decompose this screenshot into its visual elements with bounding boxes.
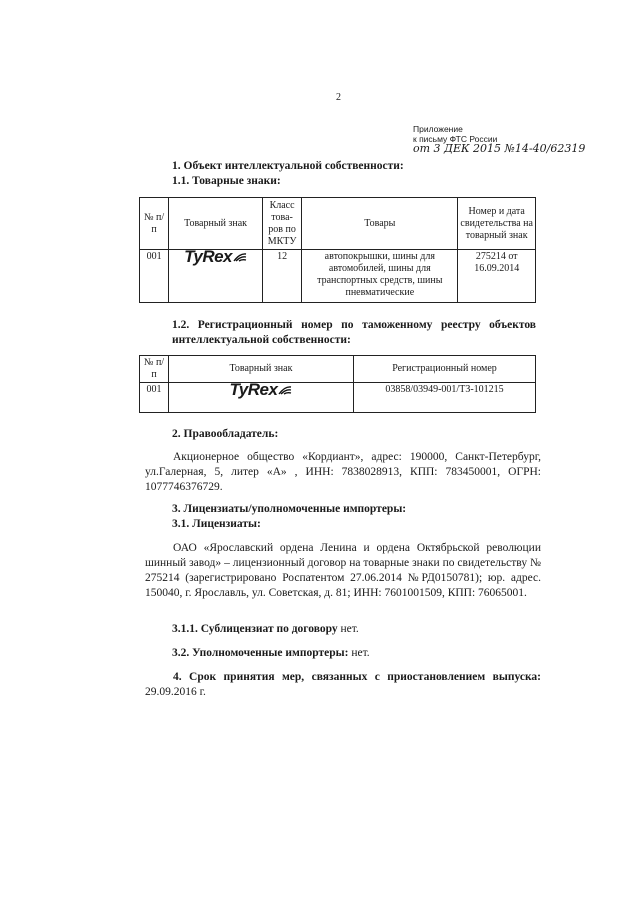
- col-header-certificate: Номер и дата свидетельства на товарный знак: [458, 198, 536, 250]
- appendix-line-1: Приложение: [413, 124, 463, 134]
- appendix-line-3: от 3 ДЕК 2015 №14-40/62319: [413, 142, 586, 155]
- section-4-value: 29.09.2016 г.: [145, 686, 206, 698]
- col-header-num-2: № п/п: [140, 356, 169, 383]
- col-header-trademark-2: Товарный знак: [169, 356, 354, 383]
- logo-text-2: TyRex: [229, 380, 278, 399]
- section-3-2: [172, 646, 370, 661]
- appendix-line-2: к письму ФТС России: [413, 134, 498, 144]
- section-3-2-label: 3.2. Уполномоченные импортеры:: [172, 647, 349, 659]
- row-goods: автопокрышки, шины для автомобилей, шины для транспортных средств, шины пневматические: [302, 250, 458, 303]
- registry-table: [139, 355, 536, 413]
- section-3-1-1: [172, 622, 359, 637]
- trademark-table: [139, 197, 536, 303]
- trademark-logo-cell: [169, 247, 263, 303]
- col-header-class: Класс това-ров по МКТУ: [262, 198, 301, 250]
- tyrex-logo-2: [229, 380, 293, 399]
- row-num-2: 001: [140, 383, 169, 413]
- tyrex-logo: [184, 247, 247, 266]
- col-header-num: № п/п: [140, 198, 169, 250]
- table-row: [140, 383, 536, 413]
- section-3-1-title: 3.1. Лицензиаты:: [172, 518, 261, 530]
- section-3-2-value: нет.: [351, 647, 370, 659]
- logo-swoosh-icon: [278, 385, 292, 395]
- logo-swoosh-icon: [233, 252, 247, 262]
- section-3-1-1-value: нет.: [340, 623, 359, 635]
- section-2-text: Акционерное общество «Кордиант», адрес: 190000, Санкт-Петербург, ул.Галерная, 5, литер «А» , ИНН: 7838028913, КПП: 783450001, ОГРН: 1077746376729.: [145, 451, 541, 493]
- row-certificate: 275214 от 16.09.2014: [458, 250, 536, 303]
- row-num: 001: [140, 250, 169, 303]
- section-2-title: 2. Правообладатель:: [172, 428, 279, 440]
- row-reg-number: 03858/03949-001/ТЗ-101215: [354, 383, 536, 413]
- col-header-trademark: Товарный знак: [169, 198, 263, 250]
- section-3-1-1-label: 3.1.1. Сублицензиат по договору: [172, 623, 338, 635]
- section-3-1-text: ОАО «Ярославский ордена Ленина и ордена Октябрьской революции шинный завод» – лицензионный договор на товарные знаки по свидетельству № 275214 (зарегистрировано Роспатентом 27.06.2014 №РД0150781); юр. адрес. 150040, г. Ярославль, ул. Советская, д. 81; ИНН: 7601001509, КПП: 76065001.: [145, 542, 541, 599]
- section-1-2-title: [172, 318, 536, 348]
- logo-text: TyRex: [184, 247, 233, 266]
- trademark-logo-cell-2: [169, 380, 354, 413]
- col-header-goods: Товары: [302, 198, 458, 250]
- section-4: [145, 670, 541, 700]
- page-number: 2: [336, 92, 341, 103]
- section-1-title: 1. Объект интеллектуальной собственности:: [172, 160, 404, 172]
- section-3-title: 3. Лицензиаты/уполномоченные импортеры:: [172, 503, 407, 515]
- section-4-label: 4. Срок принятия мер, связанных с приостановлением выпуска:: [173, 671, 541, 683]
- row-class: 12: [262, 250, 301, 303]
- section-1-1-title: 1.1. Товарные знаки:: [172, 175, 281, 187]
- section-1-2-text: 1.2. Регистрационный номер по таможенному реестру объектов интеллектуальной собственности:: [172, 319, 536, 346]
- table-row: [140, 250, 536, 303]
- appendix-note: [413, 124, 585, 154]
- col-header-reg-number: Регистрационный номер: [354, 356, 536, 383]
